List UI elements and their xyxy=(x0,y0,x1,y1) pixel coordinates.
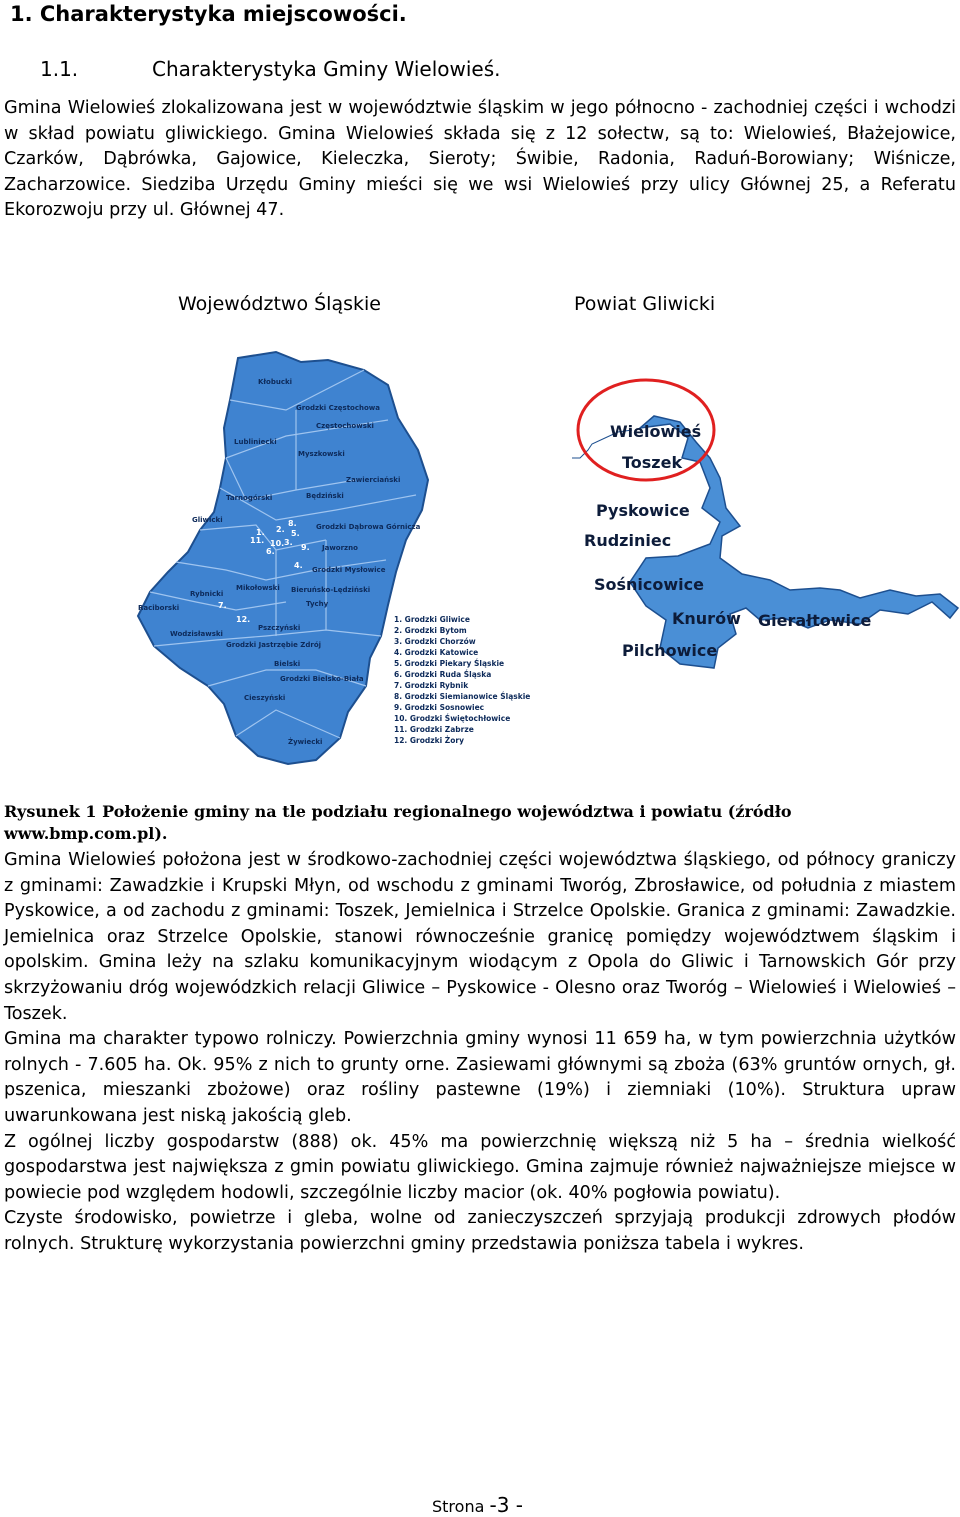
county-label: Kłobucki xyxy=(258,378,293,386)
voivodeship-outline xyxy=(138,352,428,764)
map-number: 2. xyxy=(276,525,285,534)
legend-item: 6. Grodzki Ruda Śląska xyxy=(394,670,492,679)
gmina-label: Pilchowice xyxy=(622,641,718,660)
county-label: Gliwicki xyxy=(192,516,223,524)
county-label: Lubliniecki xyxy=(234,438,277,446)
map-number: 1. xyxy=(256,528,265,537)
county-label: Tarnogórski xyxy=(226,494,273,502)
county-label: Bieruńsko-Lędziński xyxy=(291,586,371,594)
legend-item: 11. Grodzki Zabrze xyxy=(394,725,474,734)
county-label: Żywiecki xyxy=(288,738,323,746)
map-number: 11. xyxy=(250,536,265,545)
gmina-label: Rudziniec xyxy=(584,531,672,550)
map-number: 12. xyxy=(236,615,251,624)
figure-caption: Rysunek 1 Położenie gminy na tle podziału regionalnego województwa i powiatu (źródło www.bmp.com.pl). xyxy=(4,802,792,843)
county-label: Grodzki Dąbrowa Górnicza xyxy=(316,523,421,531)
intro-paragraph: Gmina Wielowieś zlokalizowana jest w województwie śląskim w jego północno - zachodniej części i wchodzi w skład powiatu gliwickiego. Gmina Wielowieś składa się z 12 sołectw, są to: Wielowieś, Błażejowice, Czarków, Dąbrówka, Gajowice, Kieleczka, Sieroty; Świbie, Radonia, Raduń-Borowiany; Wiśnicze, Zacharzowice. Siedziba Urzędu Gminy mieści się we wsi Wielowieś przy ulicy Głównej 25, a Referatu Ekorozwoju przy ul. Głównej 47. xyxy=(4,98,956,221)
map-number: 3. xyxy=(284,538,293,547)
county-label: Grodzki Jastrzębie Zdrój xyxy=(226,641,322,649)
legend-item: 2. Grodzki Bytom xyxy=(394,626,467,635)
legend-item: 4. Grodzki Katowice xyxy=(394,648,479,657)
map-number: 7. xyxy=(218,601,227,610)
legend-item: 5. Grodzki Piekary Śląskie xyxy=(394,659,505,668)
powiat-map-label: Powiat Gliwicki xyxy=(574,293,716,315)
body-paragraph: Z ogólnej liczby gospodarstw (888) ok. 45% ma powierzchnię większą niż 5 ha – średnia wielkość gospodarstwa jest największa z gmin powiatu gliwickiego. Gmina zajmuje również najważniejsze miejsce w powiecie pod względem hodowli, szczególnie liczby macior (ok. 40% pogłowia powiatu). xyxy=(4,1131,956,1203)
body-text xyxy=(4,848,956,1258)
legend-item: 3. Grodzki Chorzów xyxy=(394,637,476,646)
body-paragraph: Gmina Wielowieś położona jest w środkowo-zachodniej części województwa śląskiego, od północy graniczy z gminami: Zawadzkie i Krupski Młyn, od wschodu z gminami Tworóg, Zbrosławice, od południa z miastem Pyskowice, a od zachodu z gminami: Toszek, Jemielnica i Strzelce Opolskie. Granica z gminami: Zawadzkie. Jemielnica oraz Strzelce Opolskie, stanowi równocześnie granicę pomiędzy województwem śląskim i opolskim. Gmina leży na szlaku komunikacyjnym wiodącym z Opola do Gliwic i Tarnowskich Gór przy skrzyżowaniu dróg wojewódzkich relacji Gliwice – Pyskowice - Olesno oraz Tworóg – Wielowieś i Wielowieś – Toszek. xyxy=(4,850,956,1024)
legend-item: 9. Grodzki Sosnowiec xyxy=(394,703,485,712)
section-heading xyxy=(40,57,501,81)
gmina-label: Knurów xyxy=(672,609,741,628)
map-number: 10. xyxy=(270,539,285,548)
county-label: Zawierciański xyxy=(346,476,401,484)
county-label: Pszczyński xyxy=(258,624,301,632)
powiat-map xyxy=(560,358,960,688)
legend-item: 12. Grodzki Żory xyxy=(394,736,464,745)
map-number: 8. xyxy=(288,519,297,528)
body-paragraph: Gmina ma charakter typowo rolniczy. Powierzchnia gminy wynosi 11 659 ha, w tym powierzchnia użytków rolnych - 7.605 ha. Ok. 95% z nich to grunty orne. Zasiewami głównymi są zboża (63% gruntów ornych, gł. pszenica, mieszanki zbożowe) oraz rośliny pastewne (19%) i ziemniaki (10%). Struktura upraw uwarunkowana jest niską jakością gleb. xyxy=(4,1029,956,1126)
footer-label: Strona xyxy=(432,1497,485,1516)
county-label: Grodzki Częstochowa xyxy=(296,404,380,412)
county-label: Myszkowski xyxy=(298,450,345,458)
county-label: Cieszyński xyxy=(244,694,286,702)
voivodeship-map xyxy=(126,340,546,790)
page-number: -3 - xyxy=(489,1493,523,1517)
body-paragraph: Czyste środowisko, powietrze i gleba, wolne od zanieczyszczeń sprzyjają produkcji zdrowych płodów rolnych. Strukturę wykorzystania powierzchni gminy przedstawia poniższa tabela i wykres. xyxy=(4,1208,956,1254)
page-footer xyxy=(432,1493,523,1517)
gmina-label: Toszek xyxy=(622,453,683,472)
county-label: Tychy xyxy=(306,600,329,608)
chapter-heading: 1. Charakterystyka miejscowości. xyxy=(10,2,407,26)
section-title: Charakterystyka Gminy Wielowieś. xyxy=(152,57,501,81)
section-number: 1.1. xyxy=(40,57,79,81)
county-label: Grodzki Mysłowice xyxy=(312,566,386,574)
county-label: Częstochowski xyxy=(316,422,374,430)
county-label: Raciborski xyxy=(138,604,180,612)
gmina-label: Pyskowice xyxy=(596,501,690,520)
county-label: Rybnicki xyxy=(190,590,224,598)
legend-item: 1. Grodzki Gliwice xyxy=(394,615,470,624)
county-label: Grodzki Bielsko-Biała xyxy=(280,675,364,683)
map-number: 6. xyxy=(266,547,275,556)
gmina-label: Gierałtowice xyxy=(758,611,872,630)
map-number: 4. xyxy=(294,561,303,570)
county-label: Bielski xyxy=(274,660,301,668)
legend-item: 7. Grodzki Rybnik xyxy=(394,681,469,690)
legend-item: 8. Grodzki Siemianowice Śląskie xyxy=(394,692,531,701)
county-label: Będziński xyxy=(306,492,344,500)
gmina-label: Sośnicowice xyxy=(594,575,704,594)
gmina-label: Wielowieś xyxy=(610,422,702,441)
county-label: Jaworzno xyxy=(322,544,358,552)
map-number: 9. xyxy=(301,543,310,552)
county-label: Wodzisławski xyxy=(170,630,223,638)
legend-item: 10. Grodzki Świętochłowice xyxy=(394,714,511,723)
map-number: 5. xyxy=(291,529,300,538)
voivodeship-map-label: Województwo Śląskie xyxy=(178,293,381,315)
county-label: Mikołowski xyxy=(236,584,280,592)
